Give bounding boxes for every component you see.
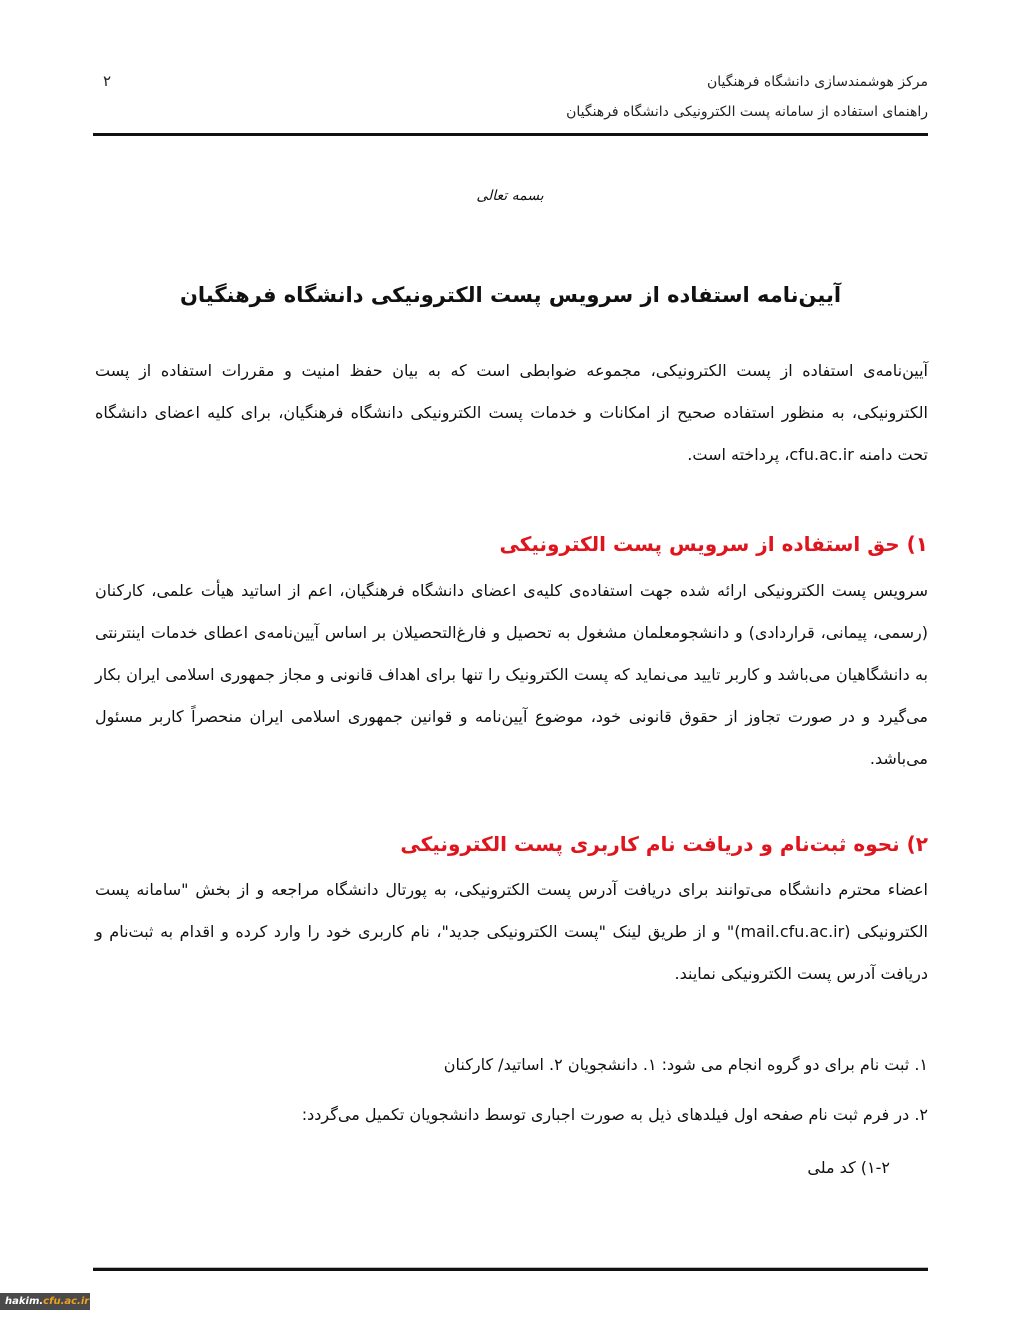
page-number: ۲: [103, 72, 112, 90]
section-body-1: سرویس پست الکترونیکی ارائه شده جهت استفاده‌ی کلیه‌ی اعضای دانشگاه فرهنگیان، اعم از اساتید هیأت علمی، کارکنان (رسمی، پیمانی، قراردادی) و دانشجومعلمان مشغول به تحصیل و فارغ‌التحصیلان بر اساس آیین‌نامه‌ی اعطای خدمات اینترنتی به دانشگاهیان می‌باشد و کاربر تایید می‌نماید که پست الکترونیک را تنها برای اهداف قانونی و مجاز جمهوری اسلامی ایران بکار می‌گیرد و در صورت تجاوز از حقوق قانونی خود، موضوع آیین‌نامه و قوانین جمهوری اسلامی ایران منحصراً کاربر مسئول می‌باشد.: [95, 581, 928, 768]
section-body-2: اعضاء محترم دانشگاه می‌توانند برای دریافت آدرس پست الکترونیکی، به پورتال دانشگاه مراجعه و از بخش "سامانه پست الکترونیکی (mail.cfu.ac.ir)" و از طریق لینک "پست الکترونیکی جدید"، نام کاربری خود را وارد کرده و اقدام به ثبت‌نام و دریافت آدرس پست الکترونیکی نمایند.: [95, 880, 928, 983]
watermark-text-hakim: hakim.: [5, 1296, 44, 1307]
section-heading-1: ۱) حق استفاده از سرویس پست الکترونیکی: [499, 532, 928, 556]
list-item-1: ۱. ثبت نام برای دو گروه انجام می شود: ۱. دانشجویان ۲. اساتید/ کارکنان: [443, 1055, 928, 1074]
list-item-2: ۲. در فرم ثبت نام صفحه اول فیلدهای ذیل به صورت اجباری توسط دانشجویان تکمیل می‌گردد:: [301, 1105, 928, 1124]
header-organization: مرکز هوشمندسازی دانشگاه فرهنگیان: [706, 74, 928, 90]
invocation-calligraphy: بسمه تعالی: [476, 188, 544, 204]
sub-list-item-1: ۱-۲) کد ملی: [807, 1158, 890, 1177]
footer-divider: [93, 1268, 928, 1271]
header-divider: [93, 133, 928, 136]
header-document-title: راهنمای استفاده از سامانه پست الکترونیکی دانشگاه فرهنگیان: [566, 104, 928, 120]
watermark-text-domain: cfu.ac.ir: [43, 1296, 90, 1307]
intro-paragraph: آیین‌نامه‌ی استفاده از پست الکترونیکی، مجموعه ضوابطی است که به بیان حفظ امنیت و مقررات استفاده از پست الکترونیکی، به منظور استفاده صحیح از امکانات و خدمات پست الکترونیکی دانشگاه فرهنگیان، برای کلیه اعضای دانشگاه تحت دامنه cfu.ac.ir، پرداخته است.: [95, 361, 928, 464]
site-watermark-logo: [0, 1293, 90, 1310]
section-heading-2: ۲) نحوه ثبت‌نام و دریافت نام کاربری پست الکترونیکی: [400, 832, 928, 856]
document-title: آیین‌نامه استفاده از سرویس پست الکترونیکی دانشگاه فرهنگیان: [179, 283, 842, 307]
